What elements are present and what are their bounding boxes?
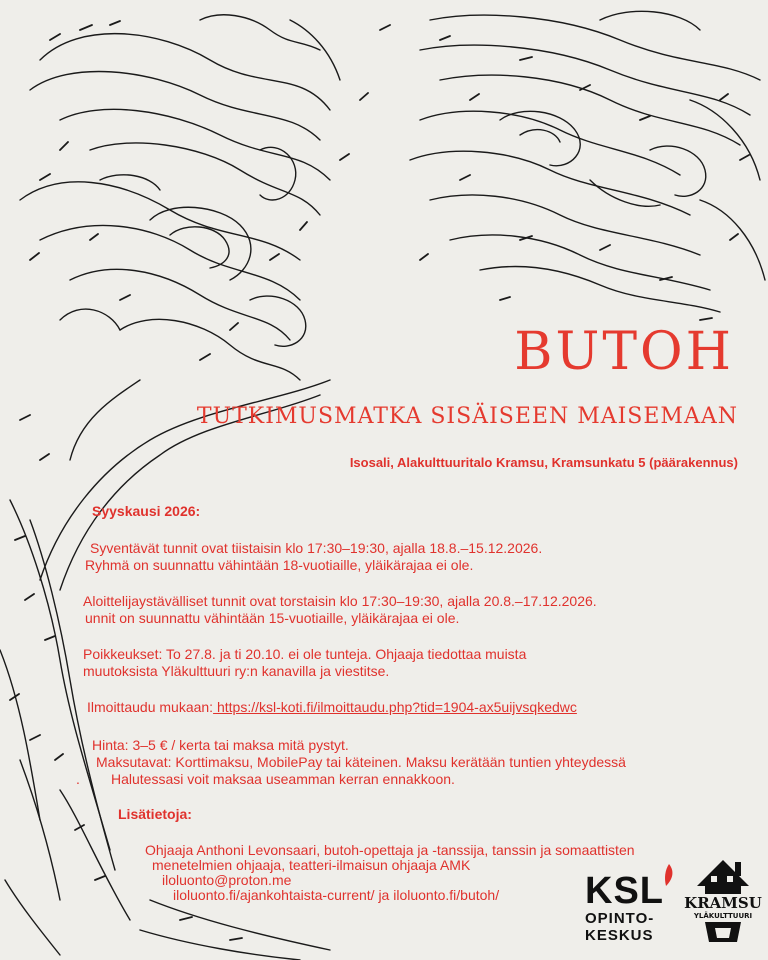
page-subtitle: TUTKIMUSMATKA SISÄISEEN MAISEMAAN bbox=[196, 404, 738, 429]
bullet-dot: . bbox=[76, 771, 80, 787]
exceptions-line-1: Poikkeukset: To 27.8. ja ti 20.10. ei ole tunteja. Ohjaaja tiedottaa muista bbox=[83, 646, 527, 662]
kramsu-logo bbox=[683, 852, 763, 946]
info-email[interactable]: iloluonto@proton.me bbox=[162, 872, 292, 888]
signup-label: Ilmoittaudu mukaan: bbox=[87, 699, 214, 715]
ksl-logo-line1: OPINTO- bbox=[585, 910, 655, 927]
prepay-line: Halutessasi voit maksaa useamman kerran ennakkoon. bbox=[111, 771, 455, 787]
page-title: BUTOH bbox=[514, 322, 734, 382]
advanced-line-2: Ryhmä on suunnattu vähintään 18-vuotiaille, yläikärajaa ei ole. bbox=[85, 557, 474, 573]
price-line: Hinta: 3–5 € / kerta tai maksa mitä pystyt. bbox=[92, 737, 349, 753]
info-websites[interactable]: iloluonto.fi/ajankohtaista-current/ ja iloluonto.fi/butoh/ bbox=[173, 887, 500, 903]
ksl-logo-line2: KESKUS bbox=[585, 927, 654, 944]
signup-link[interactable]: https://ksl-koti.fi/ilmoittaudu.php?tid=1904-ax5uijvsqkedwc bbox=[213, 699, 577, 715]
ksl-logo-text: KSL bbox=[585, 870, 664, 912]
kramsu-logo-sub: YLÄKULTTUURI bbox=[693, 912, 753, 920]
leaf-icon bbox=[662, 864, 676, 886]
advanced-line-1: Syventävät tunnit ovat tiistaisin klo 17:30–19:30, ajalla 18.8.–15.12.2026. bbox=[90, 540, 543, 556]
signup-row bbox=[87, 699, 577, 716]
kramsu-logo-name: KRAMSU bbox=[684, 894, 762, 912]
payment-methods-line: Maksutavat: Korttimaksu, MobilePay tai käteinen. Maksu kerätään tuntien yhteydessä bbox=[96, 754, 626, 770]
beginner-line-1: Aloittelijaystävälliset tunnit ovat torstaisin klo 17:30–19:30, ajalla 20.8.–17.12.2026. bbox=[83, 593, 597, 609]
info-heading: Lisätietoja: bbox=[118, 806, 192, 822]
beginner-line-2: unnit on suunnattu vähintään 15-vuotiaille, yläikärajaa ei ole. bbox=[85, 610, 460, 626]
season-heading: Syyskausi 2026: bbox=[92, 503, 201, 519]
venue-text: Isosali, Alakulttuuritalo Kramsu, Kramsunkatu 5 (päärakennus) bbox=[349, 455, 738, 470]
info-line-2: menetelmien ohjaaja, teatteri-ilmaisun ohjaaja AMK bbox=[152, 857, 471, 873]
exceptions-line-2: muutoksista Yläkulttuuri ry:n kanavilla ja viestitse. bbox=[83, 663, 390, 679]
info-line-1: Ohjaaja Anthoni Levonsaari, butoh-opettaja ja -tanssija, tanssin ja somaattisten bbox=[145, 842, 635, 858]
